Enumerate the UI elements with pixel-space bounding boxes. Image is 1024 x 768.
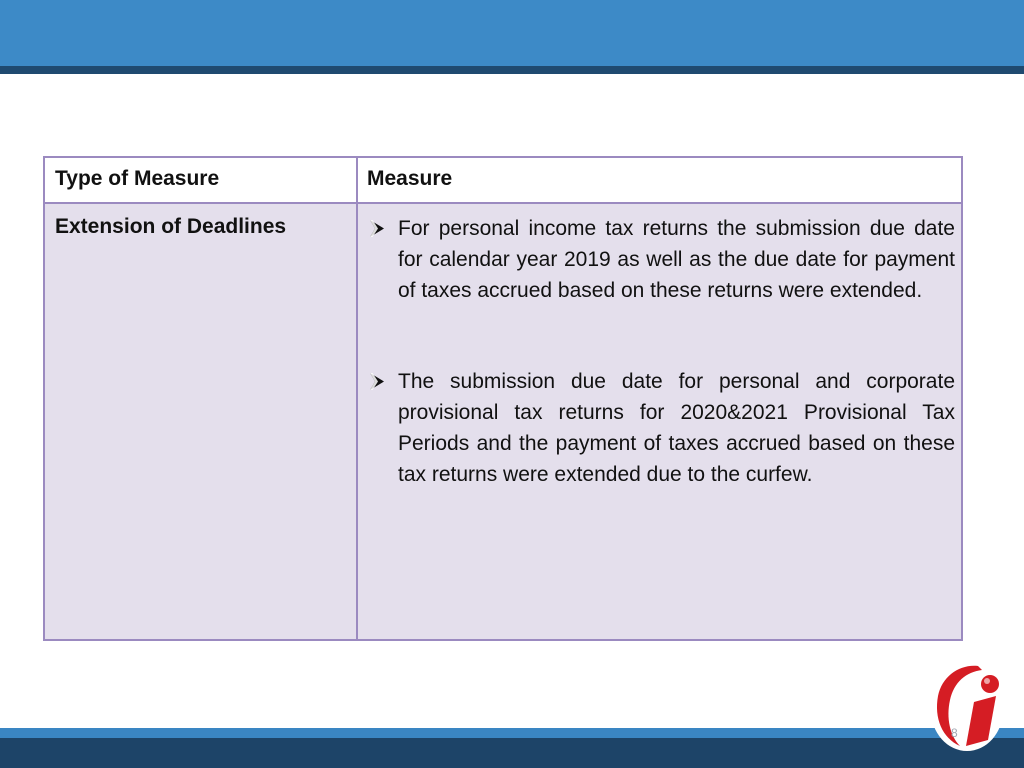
table-header-row bbox=[45, 158, 961, 204]
footer-band-accent bbox=[0, 728, 1024, 738]
measure-item-1 bbox=[367, 213, 955, 306]
measure-type-cell: Extension of Deadlines bbox=[55, 215, 287, 238]
measure-item-2 bbox=[367, 366, 955, 490]
measures-table bbox=[43, 156, 963, 641]
header-band bbox=[0, 0, 1024, 66]
header-measure: Measure bbox=[367, 167, 453, 190]
company-logo bbox=[930, 660, 1004, 752]
column-divider bbox=[356, 158, 358, 639]
measure-item-text: The submission due date for personal and corporate provisional tax returns for 2020&2021 Provisional Tax Periods and the payment of taxes accrued based on these tax returns were extended due to the curfew. bbox=[398, 370, 955, 486]
page-number: 8 bbox=[951, 726, 958, 740]
footer-band bbox=[0, 738, 1024, 768]
header-band-rule bbox=[0, 66, 1024, 74]
measure-item-text: For personal income tax returns the submission due date for calendar year 2019 as well as the due date for payment of taxes accrued based on these returns were extended. bbox=[398, 217, 955, 302]
header-type-of-measure: Type of Measure bbox=[55, 167, 220, 190]
arrow-bullet-icon bbox=[367, 366, 389, 397]
arrow-bullet-icon bbox=[367, 213, 389, 244]
